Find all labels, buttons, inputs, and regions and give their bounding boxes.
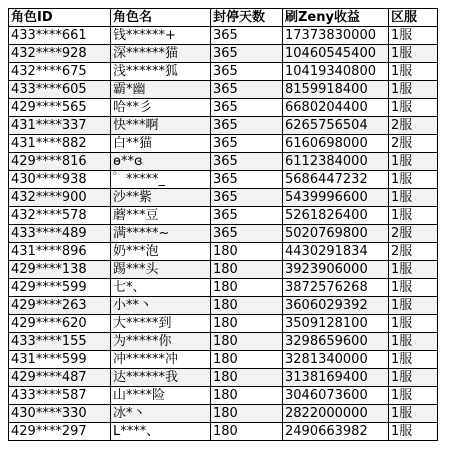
cell-character-id: 429****487 bbox=[9, 369, 111, 387]
table-row bbox=[9, 45, 438, 63]
cell-character-name: 白**猫 bbox=[111, 135, 211, 153]
cell-zeny-profit: 2822000000 bbox=[283, 405, 389, 423]
cell-zeny-profit: 8159918400 bbox=[283, 81, 389, 99]
cell-ban-days: 365 bbox=[211, 45, 283, 63]
cell-character-id: 431****599 bbox=[9, 351, 111, 369]
table-row bbox=[9, 153, 438, 171]
cell-character-name: 霸*幽 bbox=[111, 81, 211, 99]
cell-character-name: 蘑***豆 bbox=[111, 207, 211, 225]
cell-server: 1服 bbox=[389, 261, 438, 279]
cell-zeny-profit: 3923906000 bbox=[283, 261, 389, 279]
cell-character-name: 达******我 bbox=[111, 369, 211, 387]
cell-character-name: 钱******+ bbox=[111, 27, 211, 45]
cell-character-id: 433****587 bbox=[9, 387, 111, 405]
cell-ban-days: 180 bbox=[211, 423, 283, 441]
cell-zeny-profit: 10460545400 bbox=[283, 45, 389, 63]
cell-server: 1服 bbox=[389, 153, 438, 171]
cell-character-id: 429****263 bbox=[9, 297, 111, 315]
cell-zeny-profit: 4430291834 bbox=[283, 243, 389, 261]
cell-server: 1服 bbox=[389, 315, 438, 333]
cell-ban-days: 365 bbox=[211, 207, 283, 225]
cell-ban-days: 180 bbox=[211, 351, 283, 369]
table-row bbox=[9, 387, 438, 405]
table-row bbox=[9, 99, 438, 117]
cell-server: 1服 bbox=[389, 45, 438, 63]
table-row bbox=[9, 405, 438, 423]
table-row bbox=[9, 315, 438, 333]
table-row bbox=[9, 333, 438, 351]
cell-ban-days: 365 bbox=[211, 27, 283, 45]
cell-zeny-profit: 6680204400 bbox=[283, 99, 389, 117]
cell-server: 2服 bbox=[389, 225, 438, 243]
header-ban-days: 封停天数 bbox=[211, 9, 283, 27]
cell-zeny-profit: 5020769800 bbox=[283, 225, 389, 243]
cell-server: 1服 bbox=[389, 27, 438, 45]
cell-character-name: 满*****~ bbox=[111, 225, 211, 243]
cell-character-id: 429****297 bbox=[9, 423, 111, 441]
cell-ban-days: 180 bbox=[211, 261, 283, 279]
cell-zeny-profit: 3606029392 bbox=[283, 297, 389, 315]
header-zeny-profit: 刷Zeny收益 bbox=[283, 9, 389, 27]
header-character-id: 角色ID bbox=[9, 9, 111, 27]
cell-character-id: 432****675 bbox=[9, 63, 111, 81]
table-row bbox=[9, 225, 438, 243]
table-row bbox=[9, 207, 438, 225]
cell-character-name: 冰*丶 bbox=[111, 405, 211, 423]
cell-server: 2服 bbox=[389, 117, 438, 135]
cell-character-id: 429****816 bbox=[9, 153, 111, 171]
cell-character-name: 为*****你 bbox=[111, 333, 211, 351]
table-row bbox=[9, 243, 438, 261]
cell-character-id: 433****661 bbox=[9, 27, 111, 45]
cell-character-name: 沙**紫 bbox=[111, 189, 211, 207]
cell-server: 1服 bbox=[389, 423, 438, 441]
cell-character-name: 山****险 bbox=[111, 387, 211, 405]
cell-server: 1服 bbox=[389, 387, 438, 405]
cell-ban-days: 365 bbox=[211, 225, 283, 243]
cell-character-name: 深******猫 bbox=[111, 45, 211, 63]
cell-zeny-profit: 3046073600 bbox=[283, 387, 389, 405]
cell-ban-days: 180 bbox=[211, 387, 283, 405]
cell-ban-days: 365 bbox=[211, 171, 283, 189]
cell-server: 1服 bbox=[389, 189, 438, 207]
cell-ban-days: 180 bbox=[211, 333, 283, 351]
cell-character-id: 429****565 bbox=[9, 99, 111, 117]
cell-ban-days: 180 bbox=[211, 297, 283, 315]
table-row bbox=[9, 189, 438, 207]
cell-character-name: ゜*****_ bbox=[111, 171, 211, 189]
cell-ban-days: 180 bbox=[211, 315, 283, 333]
cell-character-name: 踢***头 bbox=[111, 261, 211, 279]
cell-character-name: 快***啊 bbox=[111, 117, 211, 135]
cell-ban-days: 365 bbox=[211, 153, 283, 171]
cell-zeny-profit: 17373830000 bbox=[283, 27, 389, 45]
header-character-name: 角色名 bbox=[111, 9, 211, 27]
cell-zeny-profit: 2490663982 bbox=[283, 423, 389, 441]
cell-zeny-profit: 6160698000 bbox=[283, 135, 389, 153]
table-row bbox=[9, 369, 438, 387]
cell-character-id: 432****578 bbox=[9, 207, 111, 225]
cell-ban-days: 180 bbox=[211, 279, 283, 297]
cell-character-name: 哈**彡 bbox=[111, 99, 211, 117]
cell-zeny-profit: 3281340000 bbox=[283, 351, 389, 369]
cell-character-id: 433****605 bbox=[9, 81, 111, 99]
cell-zeny-profit: 5439996600 bbox=[283, 189, 389, 207]
cell-character-id: 429****620 bbox=[9, 315, 111, 333]
table-row bbox=[9, 423, 438, 441]
cell-ban-days: 365 bbox=[211, 135, 283, 153]
cell-character-id: 431****337 bbox=[9, 117, 111, 135]
cell-character-name: 冲******冲 bbox=[111, 351, 211, 369]
cell-server: 1服 bbox=[389, 369, 438, 387]
table-row bbox=[9, 297, 438, 315]
cell-ban-days: 365 bbox=[211, 63, 283, 81]
cell-character-id: 430****330 bbox=[9, 405, 111, 423]
cell-character-id: 429****138 bbox=[9, 261, 111, 279]
cell-server: 1服 bbox=[389, 279, 438, 297]
cell-character-id: 433****155 bbox=[9, 333, 111, 351]
cell-character-name: 小**丶 bbox=[111, 297, 211, 315]
cell-ban-days: 365 bbox=[211, 81, 283, 99]
cell-zeny-profit: 6265756504 bbox=[283, 117, 389, 135]
table-row bbox=[9, 135, 438, 153]
cell-server: 1服 bbox=[389, 63, 438, 81]
table-row bbox=[9, 261, 438, 279]
cell-server: 1服 bbox=[389, 405, 438, 423]
cell-character-id: 430****938 bbox=[9, 171, 111, 189]
cell-character-name: 七*、 bbox=[111, 279, 211, 297]
cell-ban-days: 180 bbox=[211, 369, 283, 387]
cell-character-name: 奶***泡 bbox=[111, 243, 211, 261]
cell-character-id: 431****896 bbox=[9, 243, 111, 261]
cell-character-name: L****、 bbox=[111, 423, 211, 441]
table-row bbox=[9, 63, 438, 81]
cell-character-name: 大*****到 bbox=[111, 315, 211, 333]
table-body bbox=[9, 27, 438, 441]
cell-server: 1服 bbox=[389, 297, 438, 315]
cell-zeny-profit: 3138169400 bbox=[283, 369, 389, 387]
cell-server: 1服 bbox=[389, 351, 438, 369]
cell-character-id: 429****599 bbox=[9, 279, 111, 297]
table-row bbox=[9, 81, 438, 99]
cell-server: 1服 bbox=[389, 171, 438, 189]
cell-server: 1服 bbox=[389, 207, 438, 225]
cell-character-id: 431****882 bbox=[9, 135, 111, 153]
cell-server: 2服 bbox=[389, 243, 438, 261]
table-row bbox=[9, 27, 438, 45]
table-row bbox=[9, 171, 438, 189]
cell-zeny-profit: 3298659600 bbox=[283, 333, 389, 351]
cell-ban-days: 365 bbox=[211, 117, 283, 135]
cell-character-name: 浅******狐 bbox=[111, 63, 211, 81]
cell-ban-days: 180 bbox=[211, 243, 283, 261]
cell-zeny-profit: 3509128100 bbox=[283, 315, 389, 333]
header-row bbox=[9, 9, 438, 27]
header-server: 区服 bbox=[389, 9, 438, 27]
cell-zeny-profit: 5261826400 bbox=[283, 207, 389, 225]
table-row bbox=[9, 351, 438, 369]
cell-server: 1服 bbox=[389, 333, 438, 351]
cell-ban-days: 365 bbox=[211, 189, 283, 207]
cell-server: 1服 bbox=[389, 81, 438, 99]
ban-list-table bbox=[8, 8, 438, 441]
cell-character-id: 433****489 bbox=[9, 225, 111, 243]
table-row bbox=[9, 279, 438, 297]
cell-zeny-profit: 3872576268 bbox=[283, 279, 389, 297]
cell-ban-days: 365 bbox=[211, 99, 283, 117]
cell-character-name: ɵ**ɞ bbox=[111, 153, 211, 171]
cell-zeny-profit: 5686447232 bbox=[283, 171, 389, 189]
cell-zeny-profit: 10419340800 bbox=[283, 63, 389, 81]
cell-character-id: 432****928 bbox=[9, 45, 111, 63]
cell-server: 1服 bbox=[389, 99, 438, 117]
table-row bbox=[9, 117, 438, 135]
cell-character-id: 432****900 bbox=[9, 189, 111, 207]
cell-ban-days: 180 bbox=[211, 405, 283, 423]
cell-zeny-profit: 6112384000 bbox=[283, 153, 389, 171]
cell-server: 2服 bbox=[389, 135, 438, 153]
